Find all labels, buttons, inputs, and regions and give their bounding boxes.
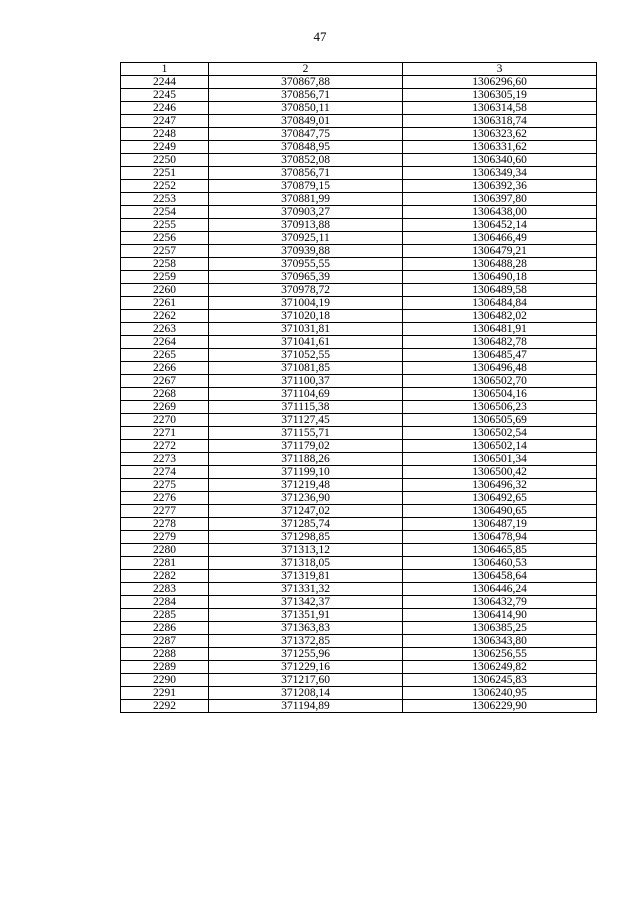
cell-x-coordinate: 371179,02 <box>209 440 403 453</box>
cell-x-coordinate: 371127,45 <box>209 414 403 427</box>
cell-point-number: 2269 <box>121 401 209 414</box>
cell-point-number: 2289 <box>121 661 209 674</box>
coordinates-table <box>120 62 597 713</box>
cell-y-coordinate: 1306432,79 <box>403 596 597 609</box>
table-row <box>121 700 597 713</box>
cell-y-coordinate: 1306318,74 <box>403 115 597 128</box>
cell-y-coordinate: 1306506,23 <box>403 401 597 414</box>
table-row <box>121 310 597 323</box>
cell-y-coordinate: 1306392,36 <box>403 180 597 193</box>
table-row <box>121 596 597 609</box>
cell-x-coordinate: 370856,71 <box>209 167 403 180</box>
cell-x-coordinate: 371194,89 <box>209 700 403 713</box>
cell-point-number: 2268 <box>121 388 209 401</box>
cell-point-number: 2259 <box>121 271 209 284</box>
table-row <box>121 674 597 687</box>
table-row <box>121 154 597 167</box>
cell-y-coordinate: 1306458,64 <box>403 570 597 583</box>
table-row <box>121 245 597 258</box>
cell-y-coordinate: 1306249,82 <box>403 661 597 674</box>
cell-y-coordinate: 1306438,00 <box>403 206 597 219</box>
table-row <box>121 401 597 414</box>
cell-point-number: 2286 <box>121 622 209 635</box>
cell-x-coordinate: 370852,08 <box>209 154 403 167</box>
cell-point-number: 2283 <box>121 583 209 596</box>
cell-y-coordinate: 1306488,28 <box>403 258 597 271</box>
cell-y-coordinate: 1306296,60 <box>403 76 597 89</box>
table-row <box>121 544 597 557</box>
column-header-point-number: 1 <box>121 63 209 76</box>
cell-x-coordinate: 371229,16 <box>209 661 403 674</box>
table-row <box>121 258 597 271</box>
cell-point-number: 2271 <box>121 427 209 440</box>
page-number: 47 <box>313 29 327 44</box>
cell-y-coordinate: 1306484,84 <box>403 297 597 310</box>
cell-point-number: 2247 <box>121 115 209 128</box>
cell-y-coordinate: 1306479,21 <box>403 245 597 258</box>
table-row <box>121 518 597 531</box>
cell-point-number: 2254 <box>121 206 209 219</box>
cell-y-coordinate: 1306466,49 <box>403 232 597 245</box>
cell-x-coordinate: 371247,02 <box>209 505 403 518</box>
cell-x-coordinate: 371318,05 <box>209 557 403 570</box>
cell-point-number: 2272 <box>121 440 209 453</box>
table-row <box>121 687 597 700</box>
cell-point-number: 2282 <box>121 570 209 583</box>
table-row <box>121 609 597 622</box>
cell-x-coordinate: 370856,71 <box>209 89 403 102</box>
cell-point-number: 2281 <box>121 557 209 570</box>
cell-y-coordinate: 1306414,90 <box>403 609 597 622</box>
table-row <box>121 635 597 648</box>
cell-x-coordinate: 370978,72 <box>209 284 403 297</box>
table-header-row <box>121 63 597 76</box>
table-row <box>121 583 597 596</box>
table-row <box>121 661 597 674</box>
table-row <box>121 284 597 297</box>
cell-x-coordinate: 371313,12 <box>209 544 403 557</box>
table-row <box>121 440 597 453</box>
cell-y-coordinate: 1306501,34 <box>403 453 597 466</box>
cell-point-number: 2273 <box>121 453 209 466</box>
table-row <box>121 141 597 154</box>
table-row <box>121 206 597 219</box>
cell-x-coordinate: 371004,19 <box>209 297 403 310</box>
table-row <box>121 388 597 401</box>
table-body <box>121 76 597 713</box>
cell-x-coordinate: 370939,88 <box>209 245 403 258</box>
cell-point-number: 2264 <box>121 336 209 349</box>
table-row <box>121 479 597 492</box>
cell-y-coordinate: 1306256,55 <box>403 648 597 661</box>
table-row <box>121 232 597 245</box>
cell-point-number: 2246 <box>121 102 209 115</box>
table-row <box>121 180 597 193</box>
cell-y-coordinate: 1306397,80 <box>403 193 597 206</box>
table-row <box>121 531 597 544</box>
cell-point-number: 2256 <box>121 232 209 245</box>
cell-x-coordinate: 371255,96 <box>209 648 403 661</box>
table-row <box>121 115 597 128</box>
cell-point-number: 2266 <box>121 362 209 375</box>
cell-x-coordinate: 371351,91 <box>209 609 403 622</box>
cell-x-coordinate: 370847,75 <box>209 128 403 141</box>
table-row <box>121 427 597 440</box>
cell-x-coordinate: 371188,26 <box>209 453 403 466</box>
table-row <box>121 102 597 115</box>
cell-y-coordinate: 1306490,65 <box>403 505 597 518</box>
cell-point-number: 2260 <box>121 284 209 297</box>
cell-x-coordinate: 370881,99 <box>209 193 403 206</box>
cell-x-coordinate: 370965,39 <box>209 271 403 284</box>
cell-x-coordinate: 371331,32 <box>209 583 403 596</box>
cell-x-coordinate: 370850,11 <box>209 102 403 115</box>
cell-y-coordinate: 1306482,02 <box>403 310 597 323</box>
cell-point-number: 2277 <box>121 505 209 518</box>
cell-x-coordinate: 371236,90 <box>209 492 403 505</box>
cell-y-coordinate: 1306505,69 <box>403 414 597 427</box>
cell-x-coordinate: 371155,71 <box>209 427 403 440</box>
table-row <box>121 570 597 583</box>
cell-y-coordinate: 1306460,53 <box>403 557 597 570</box>
cell-y-coordinate: 1306340,60 <box>403 154 597 167</box>
table-row <box>121 89 597 102</box>
cell-point-number: 2275 <box>121 479 209 492</box>
table-row <box>121 453 597 466</box>
cell-x-coordinate: 371298,85 <box>209 531 403 544</box>
cell-y-coordinate: 1306314,58 <box>403 102 597 115</box>
table-row <box>121 414 597 427</box>
cell-point-number: 2244 <box>121 76 209 89</box>
cell-point-number: 2251 <box>121 167 209 180</box>
cell-y-coordinate: 1306349,34 <box>403 167 597 180</box>
cell-point-number: 2278 <box>121 518 209 531</box>
cell-x-coordinate: 370903,27 <box>209 206 403 219</box>
table-row <box>121 271 597 284</box>
cell-point-number: 2288 <box>121 648 209 661</box>
cell-x-coordinate: 371115,38 <box>209 401 403 414</box>
table-row <box>121 505 597 518</box>
cell-y-coordinate: 1306343,80 <box>403 635 597 648</box>
cell-point-number: 2257 <box>121 245 209 258</box>
table-row <box>121 492 597 505</box>
cell-y-coordinate: 1306245,83 <box>403 674 597 687</box>
cell-point-number: 2265 <box>121 349 209 362</box>
cell-point-number: 2280 <box>121 544 209 557</box>
cell-x-coordinate: 371081,85 <box>209 362 403 375</box>
cell-y-coordinate: 1306323,62 <box>403 128 597 141</box>
table-row <box>121 128 597 141</box>
cell-point-number: 2285 <box>121 609 209 622</box>
cell-y-coordinate: 1306452,14 <box>403 219 597 232</box>
table-row <box>121 466 597 479</box>
table-row <box>121 76 597 89</box>
cell-x-coordinate: 371031,81 <box>209 323 403 336</box>
cell-point-number: 2252 <box>121 180 209 193</box>
cell-point-number: 2261 <box>121 297 209 310</box>
table-row <box>121 336 597 349</box>
cell-point-number: 2292 <box>121 700 209 713</box>
cell-x-coordinate: 371041,61 <box>209 336 403 349</box>
cell-point-number: 2290 <box>121 674 209 687</box>
cell-y-coordinate: 1306496,32 <box>403 479 597 492</box>
cell-x-coordinate: 370848,95 <box>209 141 403 154</box>
table-row <box>121 648 597 661</box>
cell-point-number: 2291 <box>121 687 209 700</box>
cell-point-number: 2262 <box>121 310 209 323</box>
table-row <box>121 219 597 232</box>
cell-point-number: 2248 <box>121 128 209 141</box>
cell-y-coordinate: 1306229,90 <box>403 700 597 713</box>
cell-point-number: 2249 <box>121 141 209 154</box>
cell-y-coordinate: 1306465,85 <box>403 544 597 557</box>
cell-y-coordinate: 1306502,14 <box>403 440 597 453</box>
cell-x-coordinate: 371363,83 <box>209 622 403 635</box>
cell-x-coordinate: 371052,55 <box>209 349 403 362</box>
cell-x-coordinate: 371285,74 <box>209 518 403 531</box>
cell-x-coordinate: 370913,88 <box>209 219 403 232</box>
cell-point-number: 2258 <box>121 258 209 271</box>
cell-x-coordinate: 370879,15 <box>209 180 403 193</box>
cell-x-coordinate: 371219,48 <box>209 479 403 492</box>
cell-point-number: 2287 <box>121 635 209 648</box>
cell-point-number: 2274 <box>121 466 209 479</box>
cell-x-coordinate: 371020,18 <box>209 310 403 323</box>
table-row <box>121 297 597 310</box>
cell-point-number: 2284 <box>121 596 209 609</box>
cell-y-coordinate: 1306305,19 <box>403 89 597 102</box>
cell-point-number: 2245 <box>121 89 209 102</box>
cell-x-coordinate: 370925,11 <box>209 232 403 245</box>
cell-point-number: 2276 <box>121 492 209 505</box>
cell-point-number: 2263 <box>121 323 209 336</box>
cell-y-coordinate: 1306492,65 <box>403 492 597 505</box>
cell-point-number: 2253 <box>121 193 209 206</box>
cell-y-coordinate: 1306385,25 <box>403 622 597 635</box>
cell-x-coordinate: 370849,01 <box>209 115 403 128</box>
cell-point-number: 2279 <box>121 531 209 544</box>
cell-x-coordinate: 371217,60 <box>209 674 403 687</box>
table-row <box>121 375 597 388</box>
cell-x-coordinate: 370867,88 <box>209 76 403 89</box>
cell-y-coordinate: 1306482,78 <box>403 336 597 349</box>
cell-x-coordinate: 371100,37 <box>209 375 403 388</box>
table-row <box>121 323 597 336</box>
table-row <box>121 362 597 375</box>
cell-y-coordinate: 1306502,70 <box>403 375 597 388</box>
cell-y-coordinate: 1306490,18 <box>403 271 597 284</box>
cell-x-coordinate: 371319,81 <box>209 570 403 583</box>
cell-y-coordinate: 1306478,94 <box>403 531 597 544</box>
column-header-x-coordinate: 2 <box>209 63 403 76</box>
cell-x-coordinate: 371342,37 <box>209 596 403 609</box>
cell-point-number: 2270 <box>121 414 209 427</box>
cell-x-coordinate: 371199,10 <box>209 466 403 479</box>
cell-y-coordinate: 1306489,58 <box>403 284 597 297</box>
cell-y-coordinate: 1306496,48 <box>403 362 597 375</box>
cell-y-coordinate: 1306487,19 <box>403 518 597 531</box>
cell-y-coordinate: 1306481,91 <box>403 323 597 336</box>
table-row <box>121 349 597 362</box>
cell-y-coordinate: 1306485,47 <box>403 349 597 362</box>
cell-x-coordinate: 371104,69 <box>209 388 403 401</box>
column-header-y-coordinate: 3 <box>403 63 597 76</box>
table-row <box>121 622 597 635</box>
table-row <box>121 557 597 570</box>
cell-y-coordinate: 1306446,24 <box>403 583 597 596</box>
cell-y-coordinate: 1306504,16 <box>403 388 597 401</box>
cell-x-coordinate: 370955,55 <box>209 258 403 271</box>
cell-y-coordinate: 1306502,54 <box>403 427 597 440</box>
cell-point-number: 2267 <box>121 375 209 388</box>
cell-point-number: 2255 <box>121 219 209 232</box>
cell-x-coordinate: 371372,85 <box>209 635 403 648</box>
cell-y-coordinate: 1306240,95 <box>403 687 597 700</box>
table-row <box>121 167 597 180</box>
cell-point-number: 2250 <box>121 154 209 167</box>
cell-y-coordinate: 1306331,62 <box>403 141 597 154</box>
table-row <box>121 193 597 206</box>
cell-y-coordinate: 1306500,42 <box>403 466 597 479</box>
cell-x-coordinate: 371208,14 <box>209 687 403 700</box>
